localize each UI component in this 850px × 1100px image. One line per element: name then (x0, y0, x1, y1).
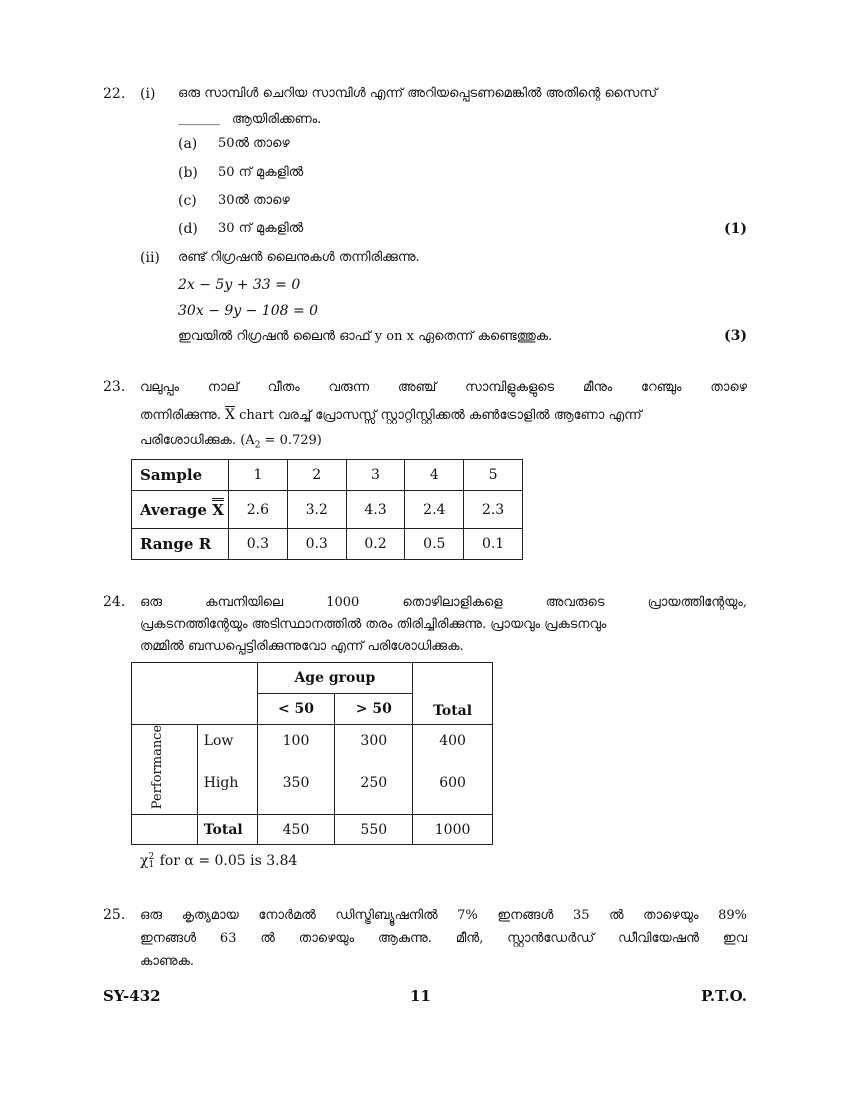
q23-line-1: വലുപ്പം നാല് വീതം വരുന്ന അഞ്ച് സാമ്പിളുകളുടെ മീനും റേഞ്ചും താഴെ (140, 380, 747, 395)
q22-part-i-text-2: ആയിരിക്കണം. (232, 112, 322, 127)
chi-sup: 2 (148, 852, 155, 862)
average-cell: 2.3 (464, 491, 523, 529)
row-label-low: Low (197, 725, 257, 765)
contingency-table (131, 662, 493, 845)
control-chart-table (131, 459, 523, 560)
option-d-label: (d) (178, 221, 198, 237)
age-group-header: Age group (257, 663, 413, 694)
chi-square-note (140, 853, 297, 869)
table-cell: 350 (257, 765, 335, 815)
q24-number: 24. (103, 594, 126, 610)
regression-eq-2: 30x − 9y − 108 = 0 (178, 303, 319, 319)
q24-line-3: തമ്മിൽ ബന്ധപ്പെട്ടിരിക്കുന്നുവോ എന്ന് പരിശോധിക്കുക. (140, 639, 464, 654)
x-double-bar-symbol: X (212, 500, 224, 519)
table-cell: 400 (413, 725, 493, 765)
sample-header: Sample (132, 460, 229, 491)
average-cell: 2.4 (405, 491, 464, 529)
table-cell: 600 (413, 765, 493, 815)
average-cell: 4.3 (346, 491, 405, 529)
paper-code: SY-432 (103, 987, 161, 1005)
range-cell: 0.3 (229, 529, 288, 560)
q22-part-i-label: (i) (140, 86, 156, 102)
option-b-text: 50 ന് മുകളിൽ (218, 165, 304, 180)
q23-line-3 (140, 433, 322, 451)
option-c-text: 30ൽ താഴെ (218, 193, 290, 208)
range-cell: 0.5 (405, 529, 464, 560)
q22-part-ii-text: രണ്ട് റിഗ്രഷൻ ലൈനുകൾ തന്നിരിക്കുന്നു. (178, 250, 420, 265)
range-header: Range R (132, 529, 229, 560)
average-label: Average (140, 500, 207, 519)
chi-sub: 1 (148, 860, 155, 870)
empty-cell (132, 815, 198, 845)
table-cell: 550 (335, 815, 413, 845)
average-header (132, 491, 229, 529)
q22-ii-marks: (3) (724, 328, 747, 344)
a2-subscript: 2 (254, 440, 261, 451)
pto-label: P.T.O. (701, 987, 747, 1005)
q23-line-2 (140, 407, 642, 423)
performance-vertical-label: Performance (150, 724, 165, 810)
table-row (132, 529, 523, 560)
sample-cell: 1 (229, 460, 288, 491)
table-row (132, 815, 493, 845)
table-cell: 450 (257, 815, 335, 845)
average-cell: 3.2 (287, 491, 346, 529)
option-d-text: 30 ന് മുകളിൽ (218, 221, 304, 236)
q22-part-ii-label: (ii) (140, 250, 160, 266)
option-a-label: (a) (178, 136, 198, 152)
table-row (132, 460, 523, 491)
q22-part-ii-question: ഇവയിൽ റിഗ്രഷൻ ലൈൻ ഓഫ് y on x ഏതെന്ന് കണ്ടെത്തുക. (178, 329, 553, 344)
regression-eq-1: 2x − 5y + 33 = 0 (178, 277, 301, 293)
q23-line-2-pre: തന്നിരിക്കുന്നു. (140, 408, 221, 423)
q22-i-marks: (1) (724, 221, 747, 237)
q23-number: 23. (103, 379, 126, 395)
q25-line-3: കാണുക. (140, 954, 195, 969)
range-cell: 0.1 (464, 529, 523, 560)
row-label-high: High (197, 765, 257, 815)
lt50-header: < 50 (257, 694, 335, 725)
q22-number: 22. (103, 86, 126, 102)
sample-cell: 2 (287, 460, 346, 491)
range-cell: 0.3 (287, 529, 346, 560)
table-row (132, 663, 493, 694)
q25-line-1: ഒരു കൃത്യമായ നോർമൽ ഡിസ്ട്രിബ്യൂഷനിൽ 7% ഇനങ്ങൾ 35 ൽ താഴെയും 89% (140, 908, 747, 923)
table-row (132, 725, 493, 765)
total-row-label: Total (197, 815, 257, 845)
q22-part-i-text: ഒരു സാമ്പിൾ ചെറിയ സാമ്പിൾ എന്ന് അറിയപ്പെടണമെങ്കിൽ അതിന്റെ സൈസ് (178, 86, 658, 101)
empty-corner-cell (132, 663, 258, 725)
average-cell: 2.6 (229, 491, 288, 529)
q24-line-1: ഒരു കമ്പനിയിലെ 1000 തൊഴിലാളികളെ അവരുടെ പ്രായത്തിന്റേയും, (140, 595, 747, 610)
page-number: 11 (410, 987, 431, 1005)
q24-line-2: പ്രകടനത്തിന്റേയും അടിസ്ഥാനത്തിൽ തരം തിരിച്ചിരിക്കുന്നു. പ്രായവും പ്രകടനവും (140, 617, 607, 632)
option-b-label: (b) (178, 165, 198, 181)
option-a-text: 50ൽ താഴെ (218, 136, 290, 151)
total-column-header: Total (413, 663, 493, 725)
q23-line-2-post: chart വരച്ച് പ്രോസസ്സ് സ്റ്റാറ്റിസ്റ്റിക്കൽ കൺട്രോളിൽ ആണോ എന്ന് (239, 408, 642, 423)
q25-line-2: ഇനങ്ങൾ 63 ൽ താഴെയും ആകുന്നു. മീൻ, സ്റ്റാൻഡേർഡ് ഡീവിയേഷൻ ഇവ (140, 931, 747, 946)
sample-cell: 5 (464, 460, 523, 491)
a2-value: = 0.729) (260, 433, 322, 448)
q23-line-3-text: പരിശോധിക്കുക. (A (140, 433, 255, 448)
option-c-label: (c) (178, 193, 197, 209)
table-row (132, 491, 523, 529)
q25-number: 25. (103, 907, 126, 923)
table-cell: 1000 (413, 815, 493, 845)
chi-text: for α = 0.05 is 3.84 (155, 853, 298, 869)
range-cell: 0.2 (346, 529, 405, 560)
sample-cell: 4 (405, 460, 464, 491)
table-cell: 300 (335, 725, 413, 765)
gt50-header: > 50 (335, 694, 413, 725)
table-cell: 250 (335, 765, 413, 815)
sample-cell: 3 (346, 460, 405, 491)
table-cell: 100 (257, 725, 335, 765)
chi-symbol: χ (140, 853, 149, 869)
x-bar-symbol: $\overline{X}$ (225, 407, 235, 423)
q22-blank: ______ (178, 110, 220, 126)
